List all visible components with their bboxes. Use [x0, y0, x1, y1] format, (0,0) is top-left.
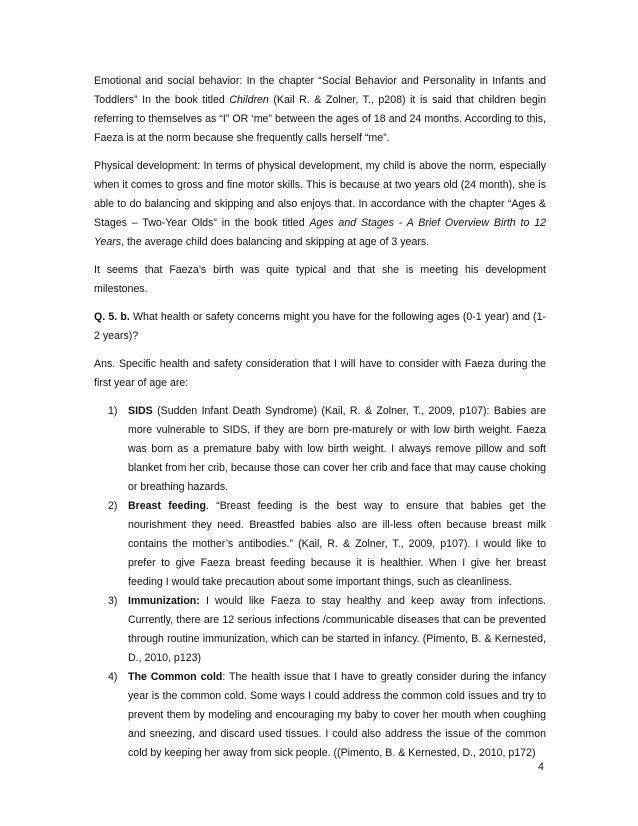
document-body: [94, 72, 546, 763]
list-number: 3): [108, 595, 118, 607]
book-title: Children: [229, 94, 269, 106]
list-item: [94, 592, 546, 668]
list-item-title: The Common cold: [128, 671, 223, 683]
list-item-text: . “Breast feeding is the best way to ensure that babies get the nourishment they need. Breastfed babies also are ill-less often because breast milk contains the mother’s antibodies.” (Kail, R. & Zolner, T., 2009, p107). I would like to prefer to give Faeza breast feeding because it is healthier. When I give her breast feeding I would take precaution about some important things, such as cleanliness.: [128, 500, 546, 588]
paragraph-text: Emotional and social behavior: In the chapter “Social Behavior and Personality in Infants and Toddlers” In the book titled: [94, 75, 546, 106]
list-item-text: I would like Faeza to stay healthy and keep away from infections. Currently, there are 12 serious infections /communicable diseases that can be prevented through routine immunization, which can be started in infancy. (Pimento, B. & Kernested, D., 2010, p123): [128, 595, 546, 664]
paragraph-emotional-social: [94, 72, 546, 148]
book-title: Ages and Stages - A Brief Overview Birth to 12 Years: [94, 217, 546, 248]
concern-list: [94, 402, 546, 763]
paragraph-text: (Kail R. & Zolner, T., p208) it is said that children begin referring to themselves as “I” OR ‘me” between the ages of 18 and 24 months. According to this, Faeza is at the norm because she frequently calls herself “me”.: [94, 94, 546, 144]
list-item: [94, 402, 546, 497]
list-item: [94, 668, 546, 763]
question-label: Q. 5. b.: [94, 311, 130, 323]
list-item-text: : The health issue that I have to greatly consider during the infancy year is the common cold. Some ways I could address the common cold issues and try to prevent them by modeling and encouraging my baby to cover her mouth when coughing and sneezing, and discard used tissues. I could also address the issue of the common cold by keeping her away from sick people. ((Pimento, B. & Kernested, D., 2010, p172): [128, 671, 546, 759]
list-item-title: SIDS: [128, 405, 153, 417]
question-text: What health or safety concerns might you have for the following ages (0-1 year) and (1-2 years)?: [94, 311, 546, 342]
list-item-text: (Sudden Infant Death Syndrome) (Kail, R. & Zolner, T., 2009, p107): Babies are more vulnerable to SIDS, if they are born pre-maturely or with low birth weight. Faeza was born as a premature baby with low birth weight. I always remove pillow and soft blanket from her crib, because those can cover her crib and face that may cause choking or breathing hazards.: [128, 405, 546, 493]
paragraph-text: Physical development: In terms of physical development, my child is above the norm, especially when it comes to gross and fine motor skills. This is because at two years old (24 month), she is able to do balancing and skipping and also enjoys that. In accordance with the chapter “Ages & Stages – Two-Year Olds” in the book titled: [94, 160, 546, 229]
list-number: 1): [108, 405, 118, 417]
list-item-title: Immunization:: [128, 595, 200, 607]
list-item-title: Breast feeding: [128, 500, 206, 512]
paragraph-text: , the average child does balancing and skipping at age of 3 years.: [121, 236, 430, 248]
list-number: 2): [108, 500, 118, 512]
paragraph-conclusion: It seems that Faeza’s birth was quite typical and that she is meeting his development milestones.: [94, 264, 546, 295]
answer-intro: Ans. Specific health and safety consideration that I will have to consider with Faeza during the first year of age are:: [94, 358, 546, 389]
list-item: [94, 497, 546, 592]
list-number: 4): [108, 671, 118, 683]
paragraph-physical-development: [94, 157, 546, 252]
page-number: 4: [538, 761, 544, 773]
question: [94, 308, 546, 346]
